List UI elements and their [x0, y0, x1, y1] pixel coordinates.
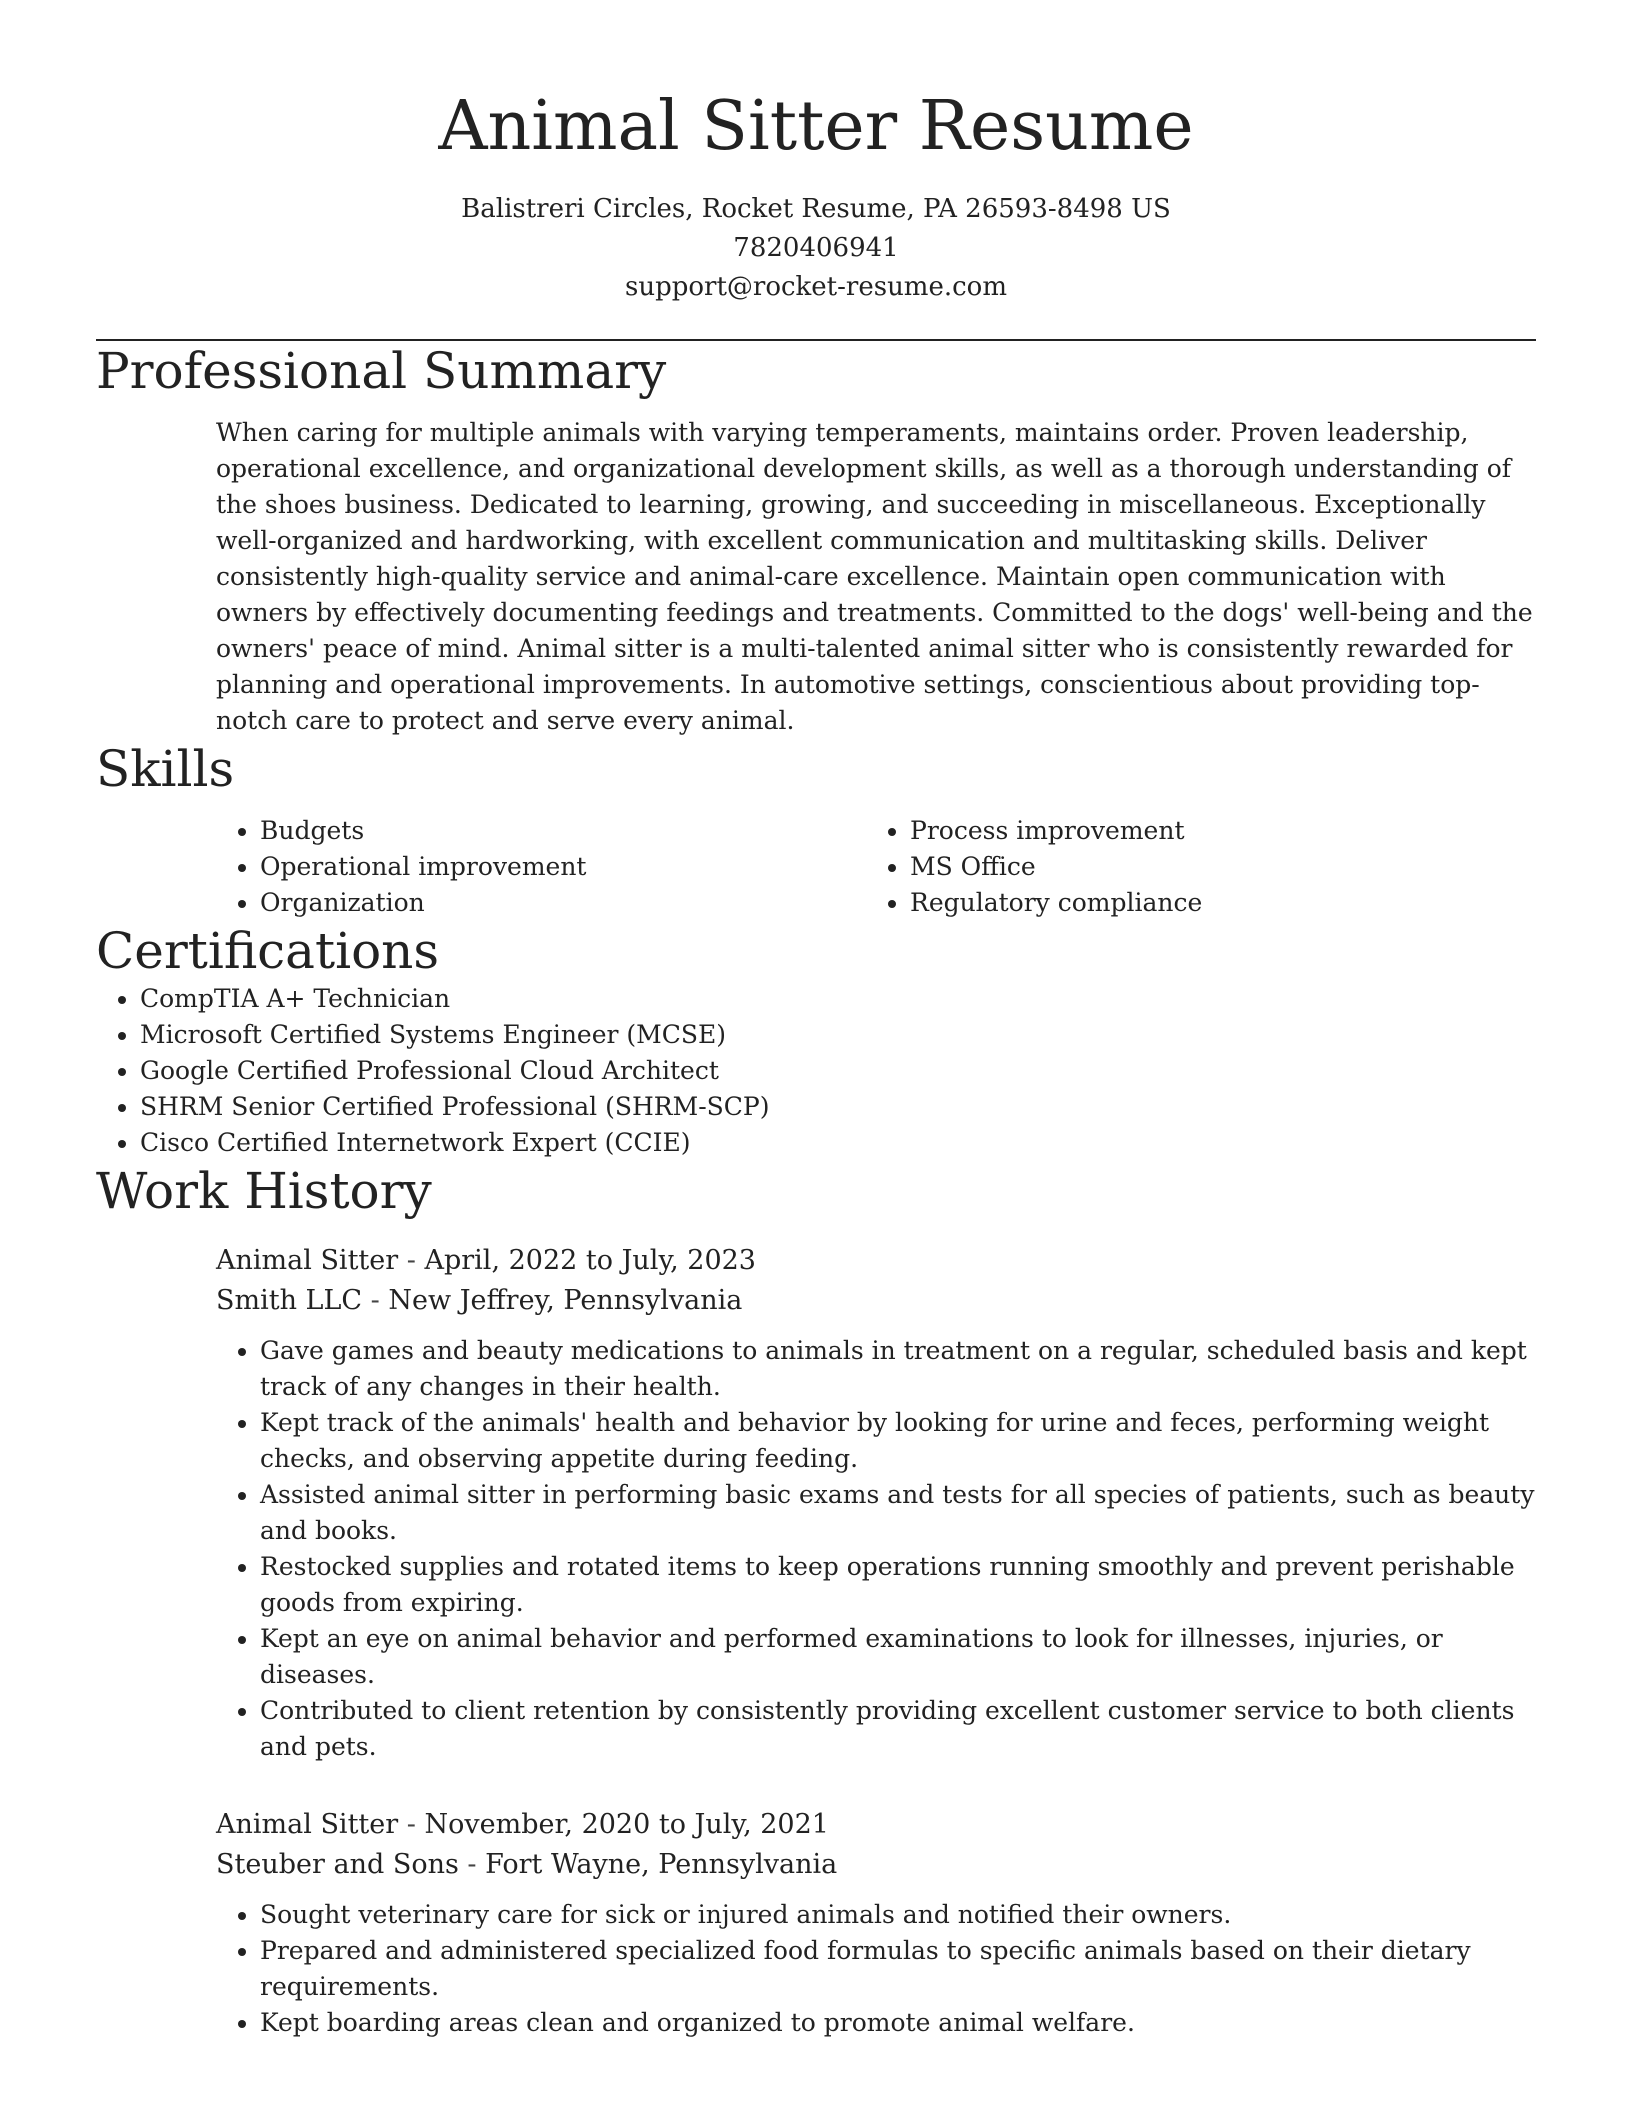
job-title-line	[216, 1241, 1536, 1281]
skill-item: • Operational improvement	[260, 849, 866, 885]
contact-address: Balistreri Circles, Rocket Resume, PA 26593-8498 US	[461, 194, 1171, 224]
skills-heading: Skills	[96, 740, 235, 798]
job-bullet: • Prepared and administered specialized food formulas to specific animals based on their dietary requirements.	[260, 1933, 1536, 2005]
job-title-line	[216, 1805, 1536, 1845]
summary-text: When caring for multiple animals with varying temperaments, maintains order. Proven leadership, operational excellence, and organizational development skills, as well as a thorough understanding of the shoes business. Dedicated to learning, growing, and succeeding in miscellaneous. Exceptionally well-organized and hardworking, with excellent communication and multitasking skills. Deliver consistently high-quality service and animal-care excellence. Maintain open communication with owners by effectively documenting feedings and treatments. Committed to the dogs' well-being and the owners' peace of mind. Animal sitter is a multi-talented animal sitter who is consistently rewarded for planning and operational improvements. In automotive settings, conscientious about providing top-notch care to protect and serve every animal.	[216, 418, 1533, 735]
job-bullet: • Restocked supplies and rotated items to keep operations running smoothly and prevent perishable goods from expiring.	[260, 1549, 1536, 1621]
job-entry	[216, 1805, 1536, 2041]
job-bullet: • Contributed to client retention by consistently providing excellent customer service to both clients and pets.	[260, 1693, 1536, 1765]
certification-item: • SHRM Senior Certified Professional (SHRM-SCP)	[140, 1089, 1536, 1125]
job-company: Smith LLC	[216, 1285, 363, 1316]
certifications-list	[96, 981, 1536, 1161]
job-dates: April, 2022 to July, 2023	[424, 1245, 756, 1276]
separator: -	[406, 1245, 416, 1276]
separator: -	[406, 1809, 416, 1840]
job-bullet: • Gave games and beauty medications to animals in treatment on a regular, scheduled basis and kept track of any changes in their health.	[260, 1333, 1536, 1405]
contact-block	[96, 190, 1536, 307]
job-company-line	[216, 1845, 1536, 1885]
certification-item: • Google Certified Professional Cloud Architect	[140, 1053, 1536, 1089]
contact-email: support@rocket-resume.com	[624, 272, 1007, 302]
certification-item: • Microsoft Certified Systems Engineer (MCSE)	[140, 1017, 1536, 1053]
job-bullet: • Assisted animal sitter in performing basic exams and tests for all species of patients, such as beauty and books.	[260, 1477, 1536, 1549]
certification-item: • CompTIA A+ Technician	[140, 981, 1536, 1017]
job-bullet: • Kept boarding areas clean and organized to promote animal welfare.	[260, 2005, 1536, 2041]
job-title: Animal Sitter	[216, 1809, 399, 1840]
work-history-heading: Work History	[96, 1162, 432, 1220]
job-location: Fort Wayne, Pennsylvania	[485, 1849, 838, 1880]
resume-title: Animal Sitter Resume	[438, 87, 1194, 166]
summary-heading: Professional Summary	[96, 342, 667, 400]
contact-phone: 7820406941	[733, 233, 899, 263]
job-title: Animal Sitter	[216, 1245, 399, 1276]
job-bullets	[216, 1333, 1536, 1765]
certifications-heading: Certifications	[96, 922, 440, 980]
job-bullet: • Sought veterinary care for sick or injured animals and notified their owners.	[260, 1897, 1536, 1933]
job-entry	[216, 1241, 1536, 1765]
skill-item: • Organization	[260, 885, 866, 921]
resume-page	[96, 0, 1536, 2041]
job-company: Steuber and Sons	[216, 1849, 459, 1880]
skills-column-right	[866, 813, 1516, 921]
job-dates: November, 2020 to July, 2021	[424, 1809, 829, 1840]
skill-item: • Budgets	[260, 813, 866, 849]
skills-column-left	[216, 813, 866, 921]
certification-item: • Cisco Certified Internetwork Expert (CCIE)	[140, 1125, 1536, 1161]
job-location: New Jeffrey, Pennsylvania	[388, 1285, 743, 1316]
job-bullet: • Kept an eye on animal behavior and performed examinations to look for illnesses, injuries, or diseases.	[260, 1621, 1536, 1693]
job-company-line	[216, 1281, 1536, 1321]
job-bullet: • Kept track of the animals' health and behavior by looking for urine and feces, performing weight checks, and observing appetite during feeding.	[260, 1405, 1536, 1477]
skill-item: • MS Office	[910, 849, 1516, 885]
skill-item: • Process improvement	[910, 813, 1516, 849]
job-bullets	[216, 1897, 1536, 2041]
separator: -	[467, 1849, 477, 1880]
skill-item: • Regulatory compliance	[910, 885, 1516, 921]
separator: -	[370, 1285, 380, 1316]
skills-list	[216, 813, 1536, 921]
